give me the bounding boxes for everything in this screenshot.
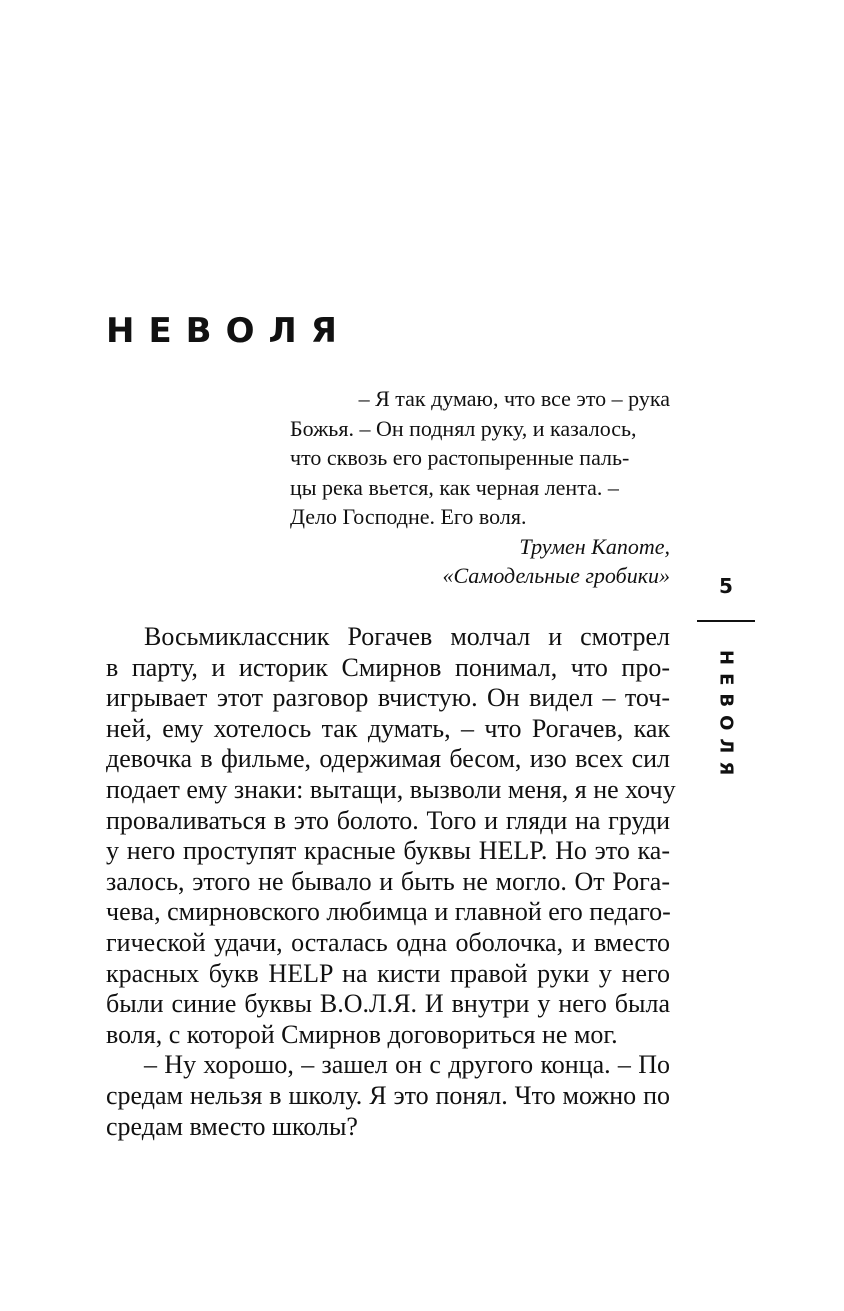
body-line: проваливаться в это болото. Того и гляди на груди — [106, 805, 670, 835]
page-number: 5 — [719, 574, 733, 598]
body-line: ней, ему хотелось так думать, – что Рогачев, как — [106, 713, 670, 743]
body-line: – Ну хорошо, – зашел он с другого конца. – По — [144, 1050, 670, 1080]
body-line: подает ему знаки: вытащи, вызволи меня, я не хочу — [106, 774, 676, 804]
running-head: НЕВОЛЯ — [715, 650, 737, 784]
margin-divider — [697, 620, 755, 622]
body-line: девочка в фильме, одержимая бесом, изо всех сил — [106, 744, 670, 774]
body-line: чева, смирновского любимца и главной его педаго- — [106, 897, 671, 927]
body-line: средам нельзя в школу. Я это понял. Что можно по — [106, 1080, 670, 1110]
epigraph-line: – Я так думаю, что все это – рука — [358, 386, 670, 411]
body-line: гической удачи, осталась одна оболочка, и вместо — [106, 927, 670, 957]
epigraph-source: «Самодельные гробики» — [442, 563, 670, 588]
body-line: Восьмиклассник Рогачев молчал и смотрел — [144, 622, 670, 651]
epigraph — [290, 384, 670, 591]
body-line: красных букв HELP на кисти правой руки у него — [106, 958, 670, 988]
epigraph-author: Трумен Капоте, — [519, 533, 670, 559]
body-line: у него проступят красные буквы HELP. Но это ка- — [106, 836, 670, 866]
epigraph-line: что сквозь его растопыренные паль- — [290, 445, 630, 470]
chapter-title: НЕВОЛЯ — [106, 311, 351, 351]
body-line: игрывает этот разговор вчистую. Он видел – точ- — [106, 683, 670, 713]
body-line: были синие буквы В.О.Л.Я. И внутри у него была — [106, 989, 670, 1019]
body-line: воля, с которой Смирнов договориться не мог. — [106, 1019, 618, 1049]
body-line: залось, этого не бывало и быть не могло. От Рога- — [106, 866, 670, 896]
body-line: в парту, и историк Смирнов понимал, что про- — [106, 652, 670, 682]
epigraph-line: Божья. – Он поднял руку, и казалось, — [290, 415, 637, 441]
epigraph-line: Дело Господне. Его воля. — [290, 504, 527, 529]
epigraph-line: цы река вьется, как черная лента. – — [290, 474, 619, 500]
body-line: средам вместо школы? — [106, 1111, 358, 1141]
body-text — [106, 622, 676, 1142]
